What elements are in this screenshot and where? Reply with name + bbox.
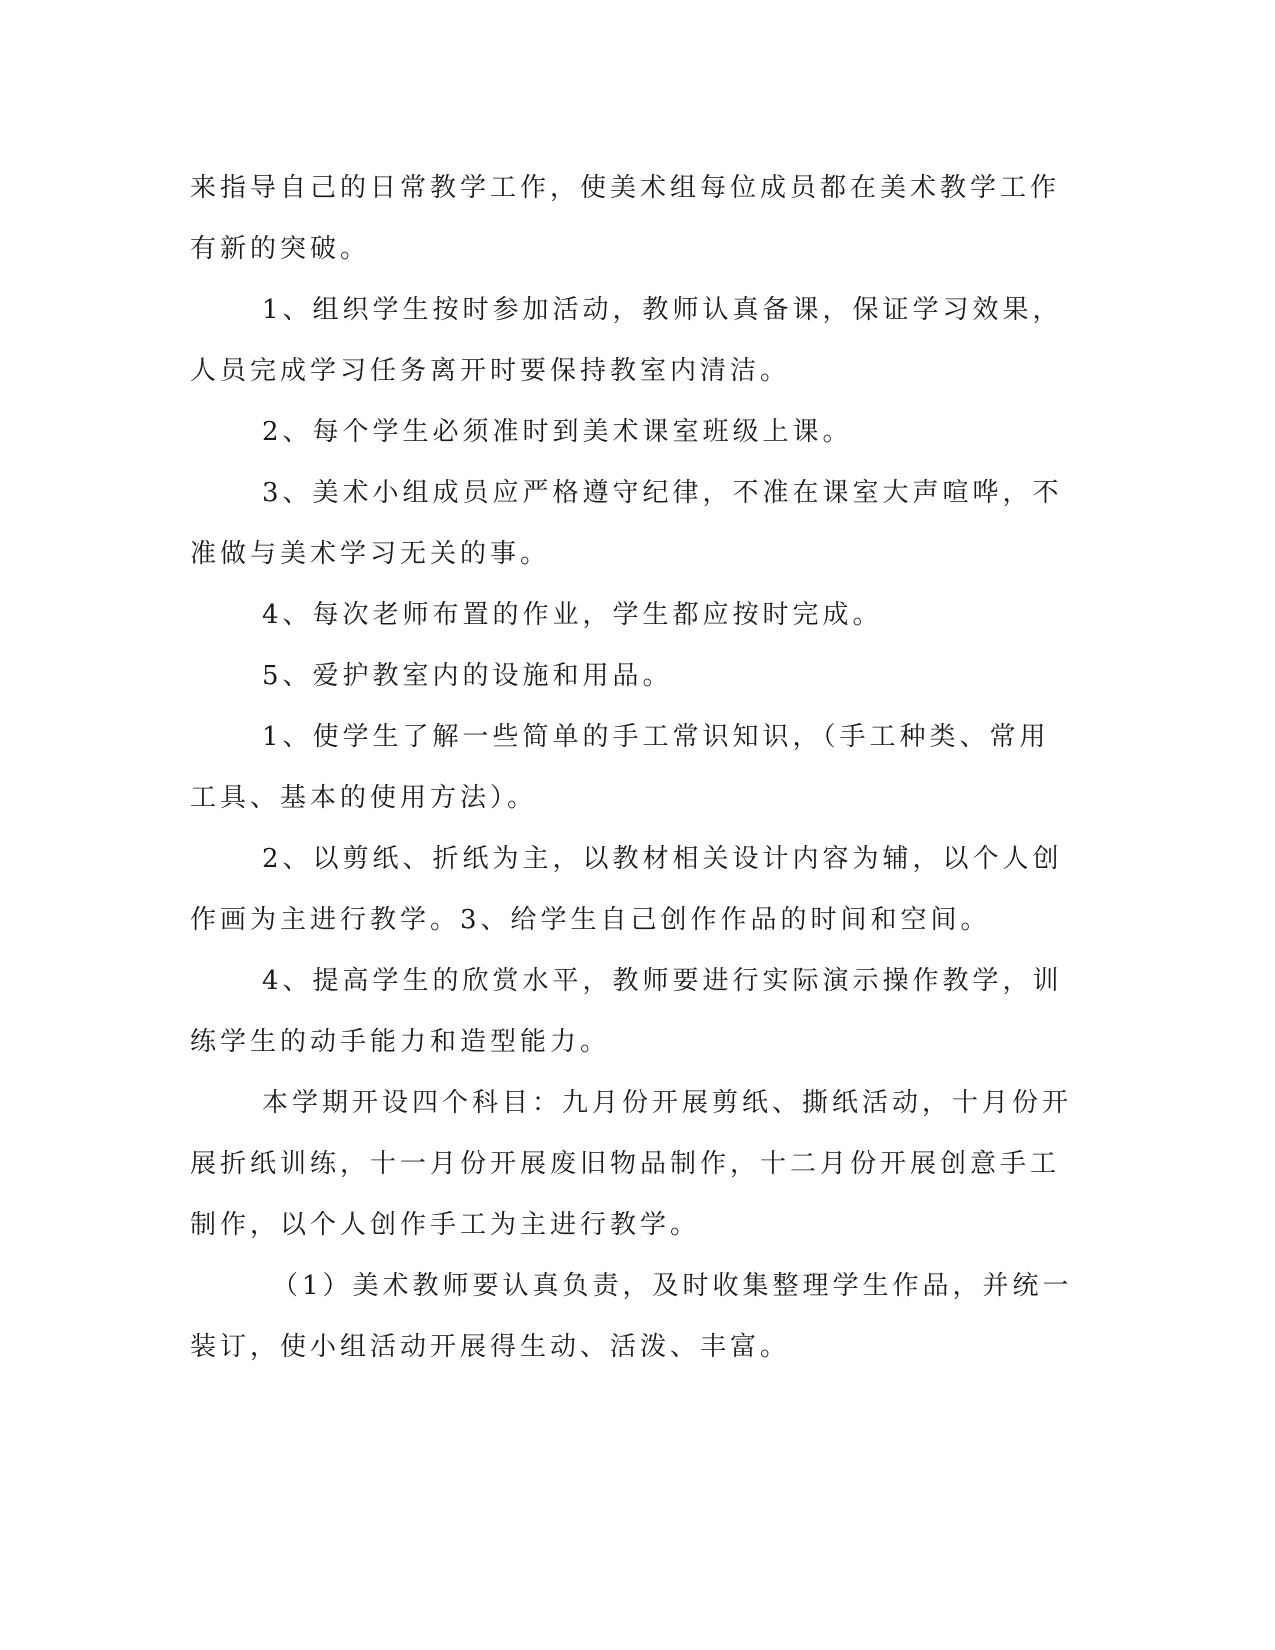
paragraph-goal-1: 1、使学生了解一些简单的手工常识知识，（手工种类、常用工具、基本的使用方法）。 — [190, 722, 1050, 813]
paragraph-rule-4: 4、每次老师布置的作业，学生都应按时完成。 — [262, 600, 883, 630]
document-body — [190, 158, 1075, 1378]
paragraph-subjects: 本学期开设四个科目：九月份开展剪纸、撕纸活动，十月份开展折纸训练，十一月份开展废旧物品制作，十二月份开展创意手工制作，以个人创作手工为主进行教学。 — [190, 1088, 1073, 1240]
paragraph-rule-1: 1、组织学生按时参加活动，教师认真备课，保证学习效果，人员完成学习任务离开时要保持教室内清洁。 — [190, 295, 1063, 386]
paragraph-goal-4: 4、提高学生的欣赏水平，教师要进行实际演示操作教学，训练学生的动手能力和造型能力。 — [190, 966, 1063, 1057]
paragraph-measure-1: （1）美术教师要认真负责，及时收集整理学生作品，并统一装订，使小组活动开展得生动、活泼、丰富。 — [190, 1271, 1073, 1362]
paragraph-rule-2: 2、每个学生必须准时到美术课室班级上课。 — [262, 417, 853, 447]
paragraph-intro: 来指导自己的日常教学工作，使美术组每位成员都在美术教学工作有新的突破。 — [190, 173, 1061, 264]
paragraph-rule-5: 5、爱护教室内的设施和用品。 — [262, 661, 673, 691]
paragraph-rule-3: 3、美术小组成员应严格遵守纪律，不准在课室大声喧哗，不准做与美术学习无关的事。 — [190, 478, 1063, 569]
paragraph-goal-2: 2、以剪纸、折纸为主，以教材相关设计内容为辅，以个人创作画为主进行教学。3、给学生自己创作作品的时间和空间。 — [190, 844, 1063, 935]
